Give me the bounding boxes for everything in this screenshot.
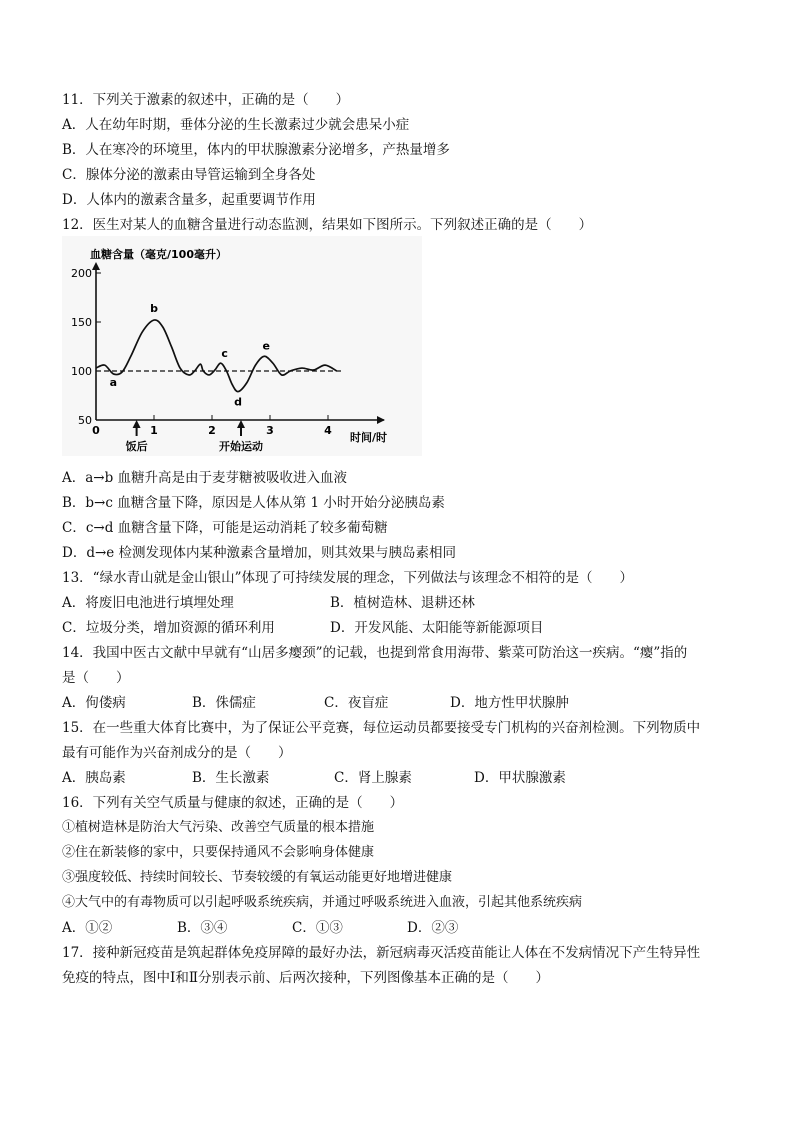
q14-stem-line1: 14．我国中医古文献中早就有“山居多瘿颈”的记载，也提到常食用海带、紫菜可防治这一疾病。“瘿”指的	[62, 645, 688, 661]
x-tick-label: 0	[92, 424, 100, 437]
blood-sugar-chart	[62, 236, 422, 456]
q13-option-c: C．垃圾分类，增加资源的循环利用	[62, 620, 275, 636]
q17-stem-line2: 免疫的特点，图中Ⅰ和Ⅱ分别表示前、后两次接种，下列图像基本正确的是（ ）	[62, 970, 550, 986]
y-tick-label: 150	[71, 316, 92, 329]
y-tick-label: 50	[78, 414, 92, 427]
q15-stem-line2: 最有可能作为兴奋剂成分的是（ ）	[62, 745, 292, 761]
q16-statement-1: ①植树造林是防治大气污染、改善空气质量的根本措施	[62, 820, 375, 835]
q11-stem: 11．下列关于激素的叙述中，正确的是（ ）	[62, 92, 350, 108]
q14-option-a: A．佝偻病	[62, 695, 126, 711]
q11-option-b: B．人在寒冷的环境里，体内的甲状腺激素分泌增多，产热量增多	[62, 142, 450, 158]
arrow-label: 开始运动	[219, 440, 263, 453]
q14-stem-line2: 是（ ）	[62, 670, 130, 686]
q14-option-c: C．夜盲症	[324, 695, 389, 711]
point-label-c: c	[221, 347, 228, 361]
q12-option-a: A．a→b 血糖升高是由于麦芽糖被吸收进入血液	[62, 470, 348, 486]
q15-option-d: D．甲状腺激素	[474, 770, 566, 786]
q12-option-c: C．c→d 血糖含量下降，可能是运动消耗了较多葡萄糖	[62, 520, 388, 536]
x-tick-label: 4	[324, 424, 332, 437]
q16-statement-3: ③强度较低、持续时间较长、节奏较缓的有氧运动能更好地增进健康	[62, 870, 453, 885]
q11-option-c: C．腺体分泌的激素由导管运输到全身各处	[62, 167, 316, 183]
q14-option-b: B．侏儒症	[192, 695, 256, 711]
q12-option-b: B．b→c 血糖含量下降，原因是人体从第 1 小时开始分泌胰岛素	[62, 495, 445, 511]
point-label-a: a	[109, 375, 118, 389]
q15-option-c: C．肾上腺素	[334, 770, 412, 786]
q11-option-d: D．人体内的激素含量多，起重要调节作用	[62, 192, 316, 208]
y-tick-label: 100	[71, 365, 92, 378]
chart-title: 血糖含量（毫克/100毫升）	[90, 248, 227, 261]
y-tick-label: 200	[71, 267, 92, 280]
q13-stem: 13．“绿水青山就是金山银山”体现了可持续发展的理念，下列做法与该理念不相符的是（ ）	[62, 570, 633, 586]
q13-option-d: D．开发风能、太阳能等新能源项目	[330, 620, 544, 636]
q17-stem-line1: 17．接种新冠疫苗是筑起群体免疫屏障的最好办法，新冠病毒灭活疫苗能让人体在不发病情况下产生特异性	[62, 945, 701, 961]
q12-option-d: D．d→e 检测发现体内某种激素含量增加，则其效果与胰岛素相同	[62, 545, 457, 561]
point-label-b: b	[150, 302, 158, 316]
q15-option-b: B．生长激素	[192, 770, 270, 786]
x-tick-label: 1	[150, 424, 158, 437]
point-label-e: e	[262, 339, 270, 353]
q16-option-c: C．①③	[292, 920, 343, 936]
q16-option-d: D．②③	[407, 920, 459, 936]
q15-stem-line1: 15．在一些重大体育比赛中，为了保证公平竞赛，每位运动员都要接受专门机构的兴奋剂检测。下列物质中	[62, 720, 701, 736]
q14-option-d: D．地方性甲状腺肿	[450, 695, 569, 711]
q16-option-a: A．①②	[62, 920, 113, 936]
q13-option-a: A．将废旧电池进行填埋处理	[62, 595, 234, 611]
x-tick-label: 2	[208, 424, 216, 437]
q16-statement-4: ④大气中的有毒物质可以引起呼吸系统疾病，并通过呼吸系统进入血液，引起其他系统疾病	[62, 895, 583, 910]
x-axis-label: 时间/时	[350, 431, 388, 444]
q16-option-b: B．③④	[177, 920, 228, 936]
arrow-label: 饭后	[125, 440, 148, 453]
q11-option-a: A．人在幼年时期，垂体分泌的生长激素过少就会患呆小症	[62, 117, 410, 133]
point-label-d: d	[234, 395, 243, 409]
q13-option-b: B．植树造林、退耕还林	[330, 595, 475, 611]
q15-option-a: A．胰岛素	[62, 770, 126, 786]
q12-stem: 12．医生对某人的血糖含量进行动态监测，结果如下图所示。下列叙述正确的是（ ）	[62, 217, 593, 233]
q16-stem: 16．下列有关空气质量与健康的叙述，正确的是（ ）	[62, 795, 404, 811]
x-tick-label: 3	[266, 424, 274, 437]
q16-statement-2: ②住在新装修的家中，只要保持通风不会影响身体健康	[62, 845, 375, 860]
